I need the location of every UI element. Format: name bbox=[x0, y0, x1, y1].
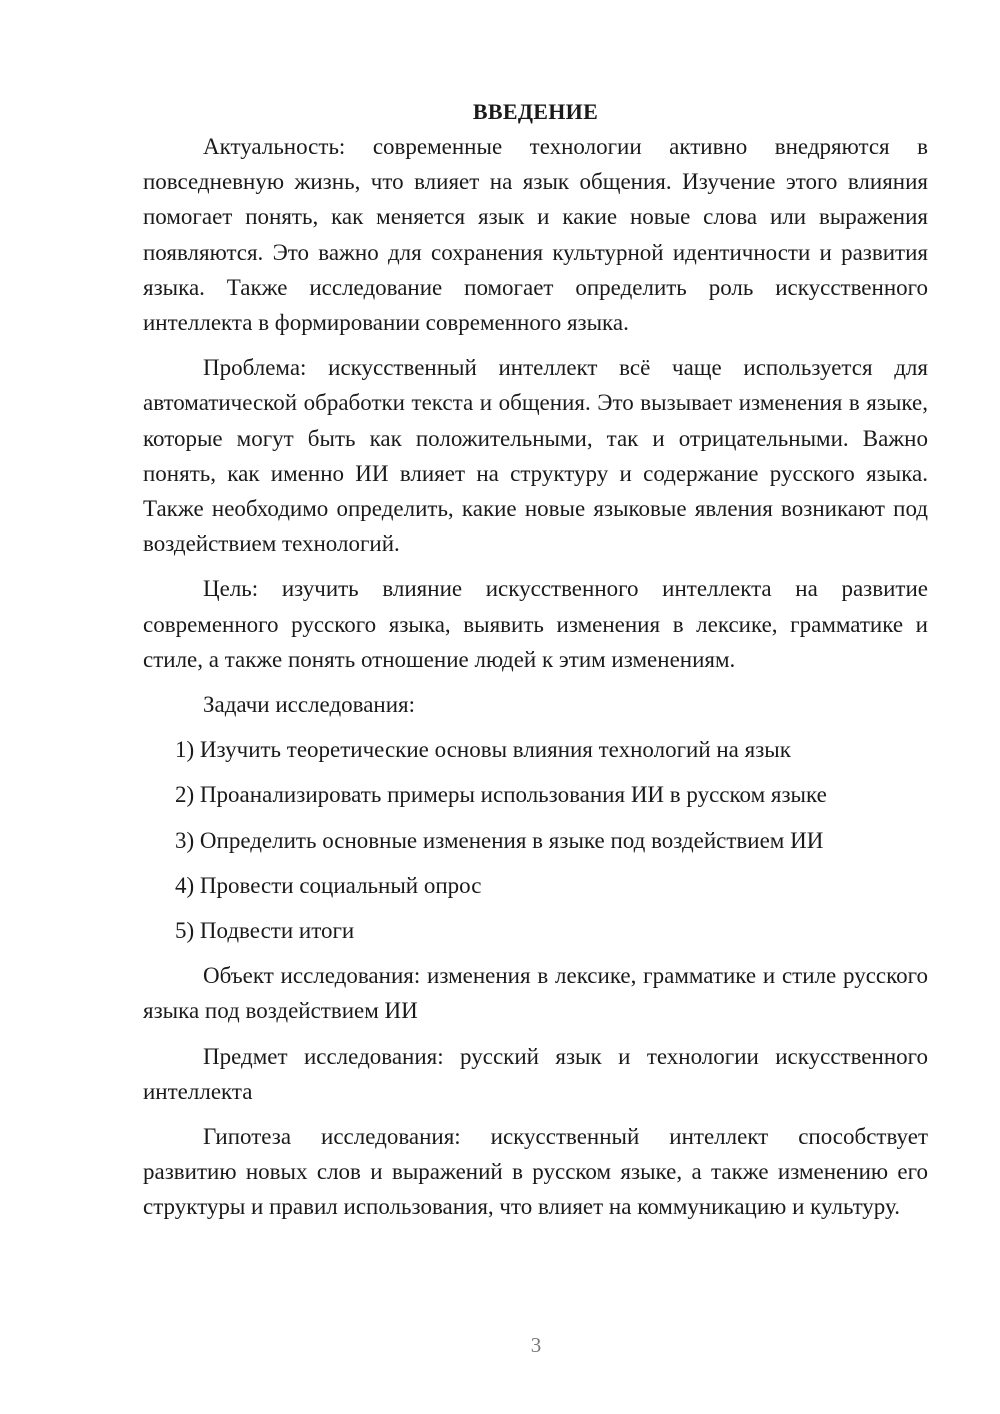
tasks-heading: Задачи исследования: bbox=[203, 692, 416, 718]
list-item: 4) Провести социальный опрос bbox=[175, 872, 482, 898]
page-number: 3 bbox=[530, 1333, 542, 1357]
subject-paragraph: Предмет исследования: русский язык и технологии искусственного интеллекта bbox=[143, 1043, 928, 1104]
relevance-paragraph: Актуальность: современные технологии активно внедряются в повседневную жизнь, что влияет на язык общения. Изучение этого влияния помогает понять, как меняется язык и какие новые слова или выражения появляются. Это важно для сохранения культурной идентичности и развития языка. Также исследование помогает определить роль искусственного интеллекта в формировании современного языка. bbox=[143, 134, 928, 336]
goal-paragraph: Цель: изучить влияние искусственного интеллекта на развитие современного русского языка, выявить изменения в лексике, грамматике и стиле, а также понять отношение людей к этим изменениям. bbox=[143, 576, 928, 672]
page-content bbox=[143, 94, 928, 1235]
list-item: 2) Проанализировать примеры использования ИИ в русском языке bbox=[175, 782, 827, 808]
page-title: ВВЕДЕНИЕ bbox=[472, 99, 599, 124]
list-item: 3) Определить основные изменения в языке под воздействием ИИ bbox=[175, 827, 824, 853]
list-item: 1) Изучить теоретические основы влияния технологий на язык bbox=[175, 737, 791, 763]
object-paragraph: Объект исследования: изменения в лексике, грамматике и стиле русского языка под воздействием ИИ bbox=[143, 963, 928, 1024]
problem-paragraph: Проблема: искусственный интеллект всё чаще используется для автоматической обработки текста и общения. Это вызывает изменения в языке, которые могут быть как положительными, так и отрицательными. Важно понять, как именно ИИ влияет на структуру и содержание русского языка. Также необходимо определить, какие новые языковые явления возникают под воздействием технологий. bbox=[143, 355, 928, 557]
list-item: 5) Подвести итоги bbox=[175, 918, 355, 944]
tasks-list bbox=[143, 732, 928, 948]
hypothesis-paragraph: Гипотеза исследования: искусственный интеллект способствует развитию новых слов и выражений в русском языке, а также изменению его структуры и правил использования, что влияет на коммуникацию и культуру. bbox=[143, 1124, 928, 1220]
